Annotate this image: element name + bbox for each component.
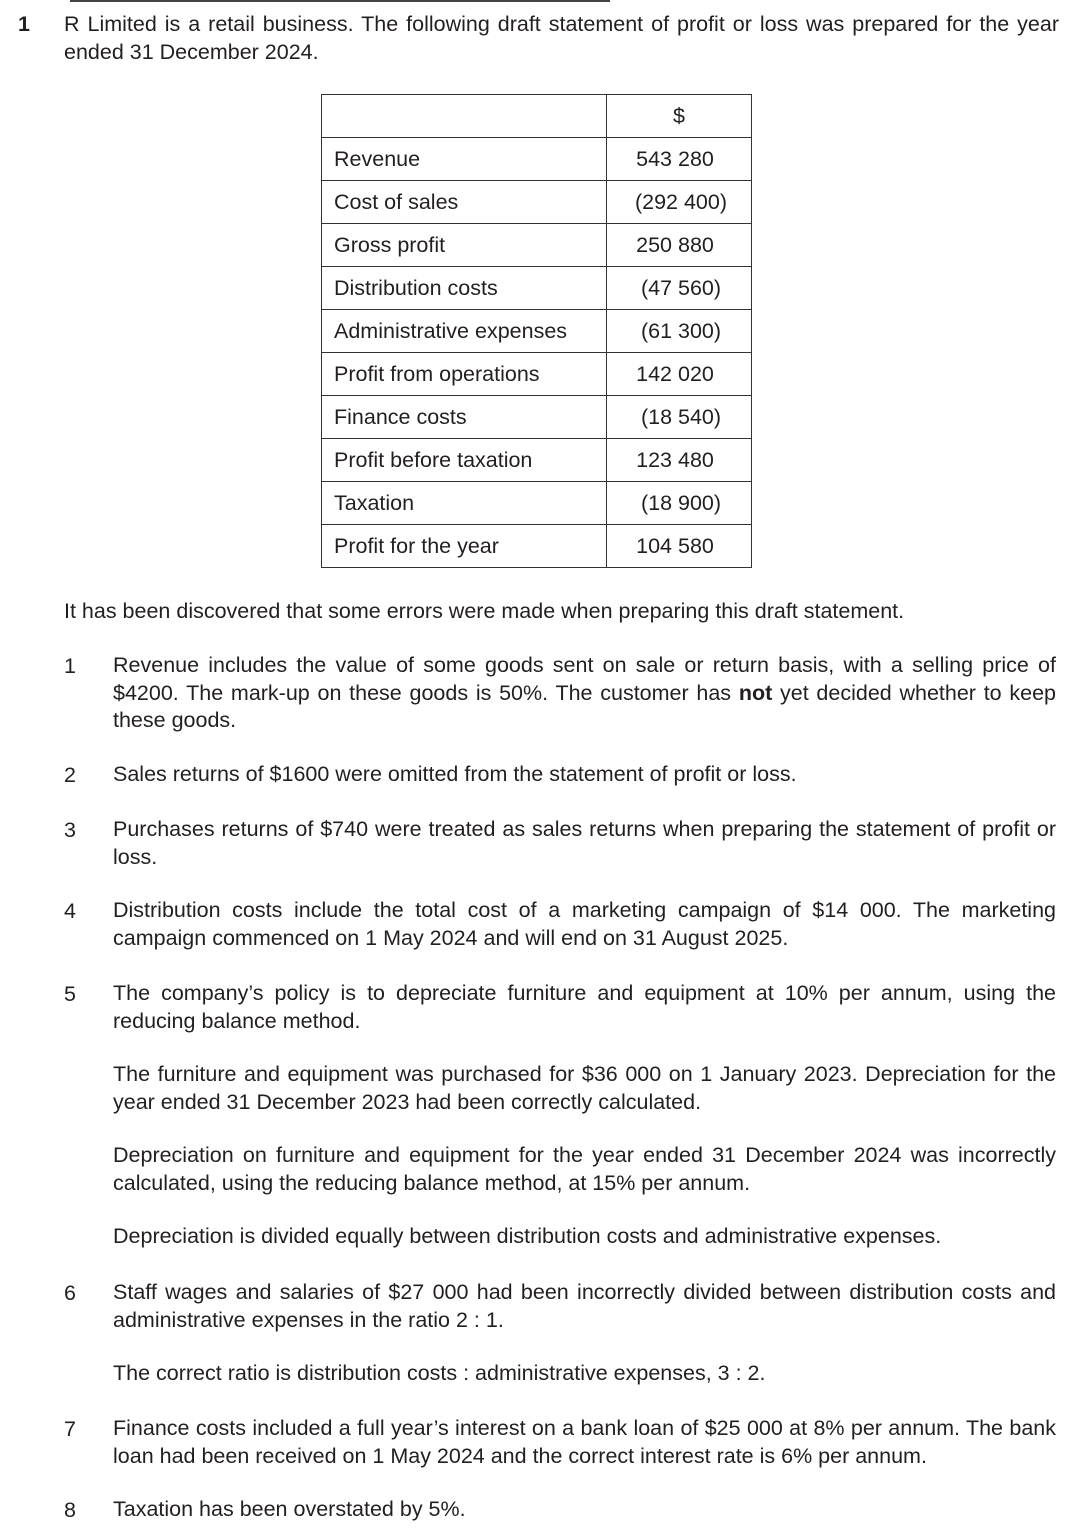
- row-amount: (292 400): [634, 189, 728, 214]
- table-row: [322, 396, 752, 439]
- error-number: 3: [64, 818, 76, 842]
- table-row: [322, 138, 752, 181]
- error-number: 8: [64, 1498, 76, 1522]
- error-text: Sales returns of $1600 were omitted from the statement of profit or loss.: [113, 762, 797, 786]
- row-amount: (47 560): [640, 275, 722, 300]
- error-item-4: [64, 897, 1056, 952]
- error-text: [113, 652, 1056, 735]
- table-row: [322, 439, 752, 482]
- row-label: Revenue: [322, 138, 607, 181]
- error-subparagraph: Depreciation on furniture and equipment for the year ended 31 December 2024 was incorrectly calculated, using the reducing balance method, at 15% per annum.: [113, 1143, 1056, 1195]
- error-text: Distribution costs include the total cost of a marketing campaign of $14 000. The marketing campaign commenced on 1 May 2024 and will end on 31 August 2025.: [113, 898, 1056, 950]
- table-row: [322, 525, 752, 568]
- row-amount: 142 020: [636, 361, 714, 386]
- error-subparagraph: The furniture and equipment was purchased for $36 000 on 1 January 2023. Depreciation for the year ended 31 December 2023 had been correctly calculated.: [113, 1062, 1056, 1114]
- draft-statement-table: [321, 94, 752, 568]
- error-item-5: [64, 980, 1056, 1251]
- error-item-8: [64, 1496, 1056, 1524]
- row-amount: 104 580: [636, 533, 714, 558]
- row-label: Administrative expenses: [322, 310, 607, 353]
- error-number: 7: [64, 1417, 76, 1441]
- table-row: [322, 267, 752, 310]
- row-label: Profit before taxation: [322, 439, 607, 482]
- row-label: Taxation: [322, 482, 607, 525]
- row-label: Profit for the year: [322, 525, 607, 568]
- question-number: 1: [18, 12, 30, 36]
- table-row: [322, 482, 752, 525]
- error-text: Taxation has been overstated by 5%.: [113, 1497, 466, 1521]
- table-row: [322, 353, 752, 396]
- error-text-part: yet decided whether to keep these goods.: [113, 680, 1056, 732]
- row-label: Gross profit: [322, 224, 607, 267]
- row-label: Distribution costs: [322, 267, 607, 310]
- error-text: Staff wages and salaries of $27 000 had been incorrectly divided between distribution costs and administrative expenses in the ratio 2 : 1.: [113, 1280, 1056, 1332]
- error-number: 6: [64, 1281, 76, 1305]
- error-text: The company’s policy is to depreciate furniture and equipment at 10% per annum, using the reducing balance method.: [113, 981, 1056, 1033]
- error-subparagraph: The correct ratio is distribution costs : administrative expenses, 3 : 2.: [113, 1361, 766, 1385]
- error-number: 1: [64, 654, 76, 678]
- error-number: 4: [64, 899, 76, 923]
- error-text: Finance costs included a full year’s interest on a bank loan of $25 000 at 8% per annum. The bank loan had been received on 1 May 2024 and the correct interest rate is 6% per annum.: [113, 1416, 1056, 1468]
- row-amount: (61 300): [640, 318, 722, 343]
- row-label: Profit from operations: [322, 353, 607, 396]
- row-label: Finance costs: [322, 396, 607, 439]
- error-item-7: [64, 1415, 1056, 1470]
- error-number: 2: [64, 763, 76, 787]
- currency-header: $: [607, 95, 752, 138]
- row-amount: 543 280: [636, 146, 714, 171]
- table-row: [322, 181, 752, 224]
- table-row: [322, 310, 752, 353]
- table-header-row: [322, 95, 752, 138]
- row-amount: (18 540): [640, 404, 722, 429]
- error-item-6: [64, 1279, 1056, 1388]
- row-label: Cost of sales: [322, 181, 607, 224]
- error-text-part: Revenue includes the value of some goods sent on sale or return basis, with a selling price of $4200. The mark-up on these goods is 50%. The customer has: [113, 653, 1056, 705]
- table-row: [322, 224, 752, 267]
- header-label-cell: [322, 95, 607, 138]
- row-amount: (18 900): [640, 490, 722, 515]
- page-header-rule: [70, 0, 610, 2]
- error-subparagraph: Depreciation is divided equally between distribution costs and administrative expenses.: [113, 1224, 942, 1248]
- error-item-1: [64, 652, 1056, 735]
- row-amount: 123 480: [636, 447, 714, 472]
- emphasis-not: not: [738, 680, 773, 705]
- error-number: 5: [64, 982, 76, 1006]
- row-amount: 250 880: [636, 232, 714, 257]
- error-text: Purchases returns of $740 were treated as sales returns when preparing the statement of profit or loss.: [113, 817, 1056, 869]
- question-intro: R Limited is a retail business. The following draft statement of profit or loss was prepared for the year ended 31 December 2024.: [64, 12, 1059, 64]
- error-item-2: [64, 761, 1056, 789]
- error-item-3: [64, 816, 1056, 871]
- errors-intro: It has been discovered that some errors were made when preparing this draft statement.: [64, 599, 905, 623]
